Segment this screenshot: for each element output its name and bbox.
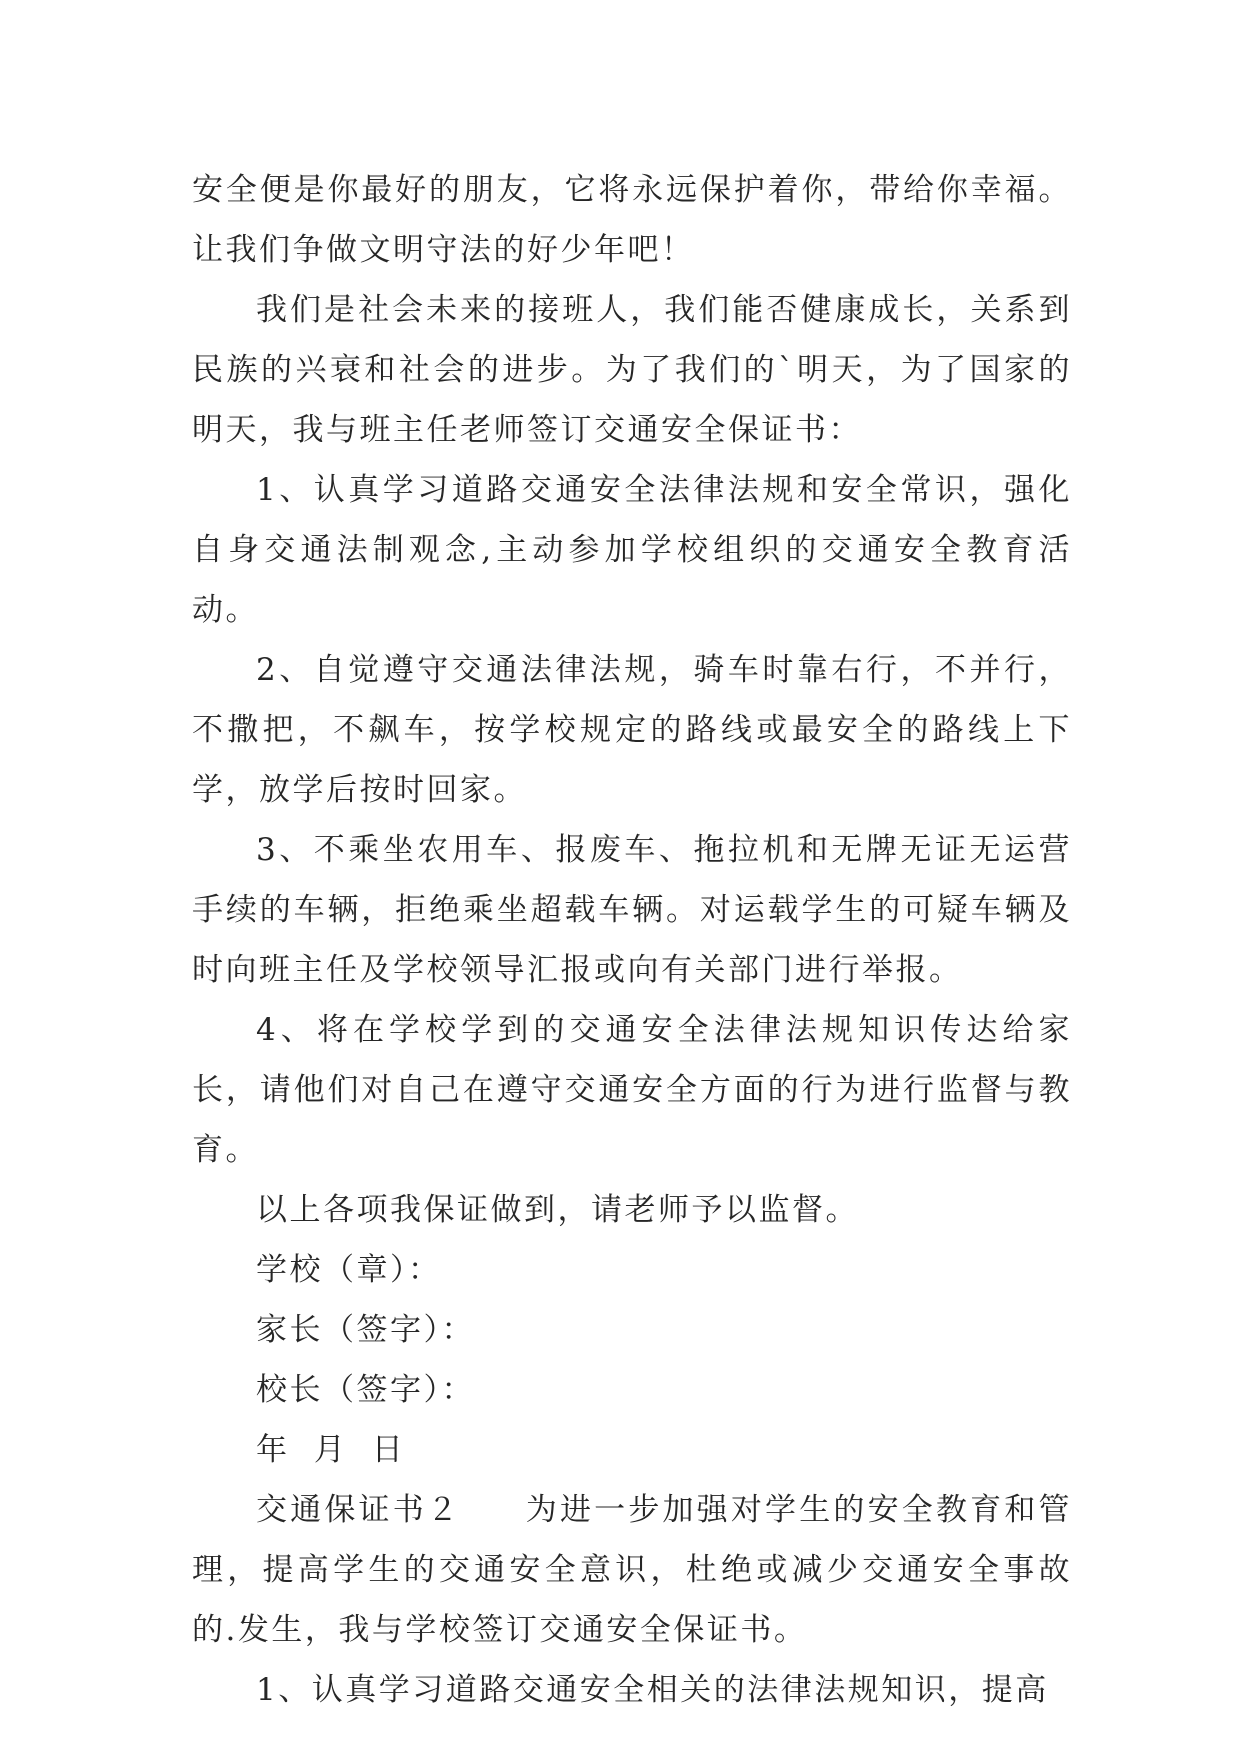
principal-signature-line: 校长（签字）： xyxy=(256,1372,475,1408)
parent-signature-line: 家长（签字）： xyxy=(256,1312,475,1348)
pledge-guarantee-line: 以上各项我保证做到，请老师予以监督。 xyxy=(256,1192,859,1228)
second-pledge-item-1: 1、认真学习道路交通安全相关的法律法规知识，提高 xyxy=(256,1672,1049,1708)
pledge-item-3: 3、不乘坐农用车、报废车、拖拉机和无牌无证无运营手续的车辆，拒绝乘坐超载车辆。对运载学生的可疑车辆及时向班主任及学校领导汇报或向有关部门进行举报。 xyxy=(192,832,1072,988)
paragraph-pledge-intro: 我们是社会未来的接班人，我们能否健康成长，关系到民族的兴衰和社会的进步。为了我们的`明天，为了国家的明天，我与班主任老师签订交通安全保证书： xyxy=(192,292,1072,448)
pledge-item-1: 1、认真学习道路交通安全法律法规和安全常识，强化自身交通法制观念,主动参加学校组织的交通安全教育活动。 xyxy=(192,472,1072,628)
school-seal-line: 学校（章）： xyxy=(256,1252,442,1288)
date-line: 年 月 日 xyxy=(256,1432,406,1468)
section-2-intro-text: 为进一步加强对学生的安全教育和管理，提高学生的交通安全意识，杜绝或减少交通安全事故的.发生，我与学校签订交通安全保证书。 xyxy=(192,1492,1073,1648)
document-body xyxy=(192,160,1072,1720)
section-title-2: 交通保证书２ xyxy=(256,1492,462,1528)
paragraph-closing-encouragement: 安全便是你最好的朋友，它将永远保护着你，带给你幸福。让我们争做文明守法的好少年吧！ xyxy=(192,172,1072,268)
pledge-item-4: 4、将在学校学到的交通安全法律法规知识传达给家长，请他们对自己在遵守交通安全方面的行为进行监督与教育。 xyxy=(192,1012,1072,1168)
pledge-item-2: 2、自觉遵守交通法律法规，骑车时靠右行，不并行，不撒把，不飙车，按学校规定的路线或最安全的路线上下学，放学后按时回家。 xyxy=(192,652,1072,808)
paragraph-second-pledge-intro xyxy=(192,1480,1072,1660)
